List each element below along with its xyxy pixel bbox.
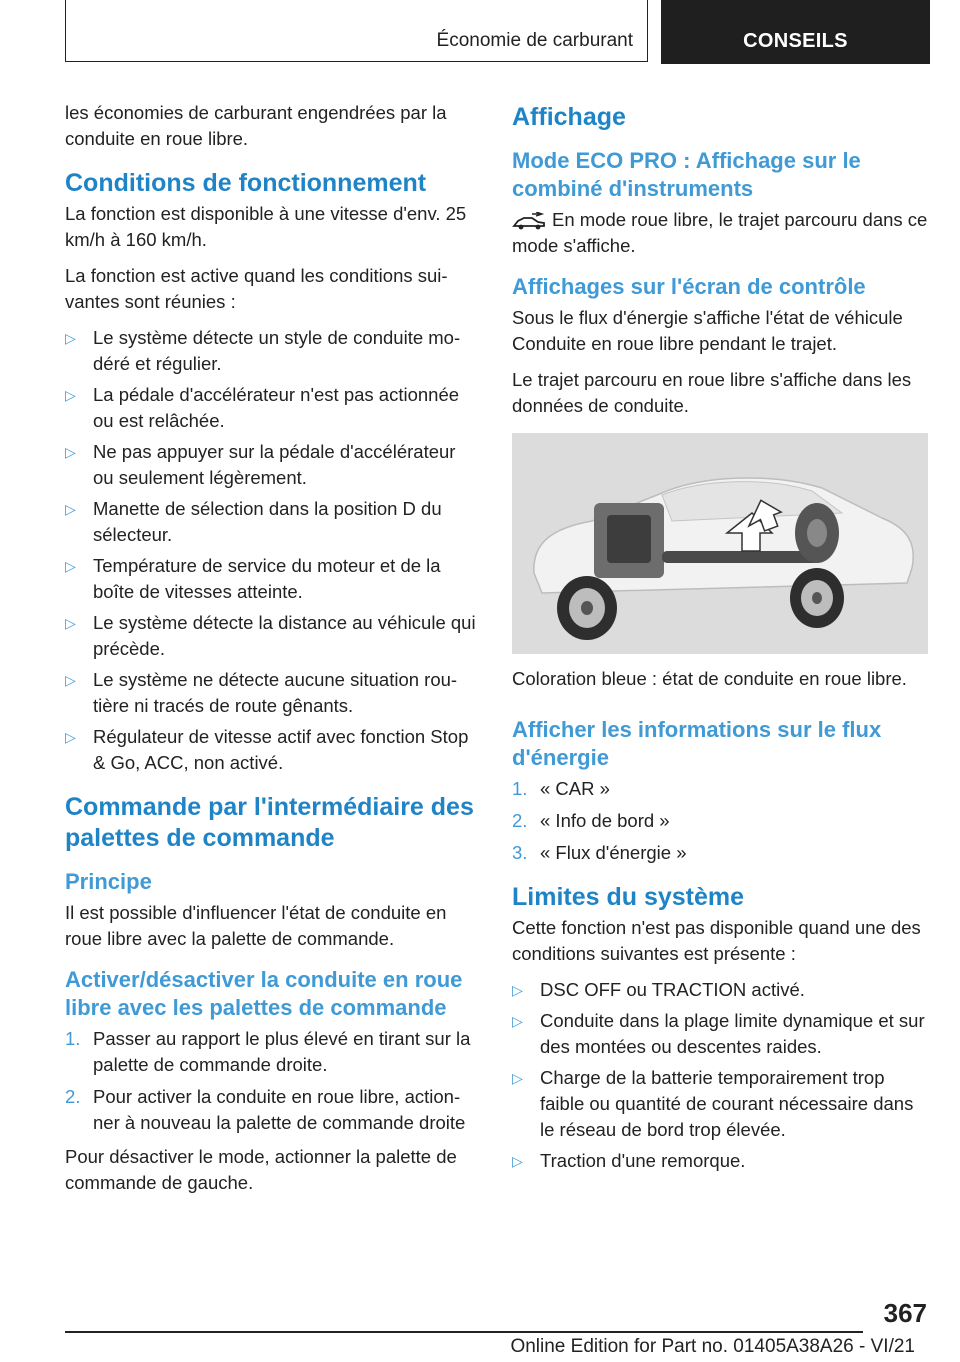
- list-item: ▷ DSC OFF ou TRACTION activé.: [512, 977, 928, 1003]
- coasting-car-icon: [512, 212, 546, 230]
- list-item: ▷ Le système détecte la distance au véhicule qui précède.: [65, 612, 476, 659]
- figure-caption: Coloration bleue : état de conduite en roue libre.: [512, 668, 907, 689]
- car-illustration-svg: [512, 433, 928, 654]
- step-number: 1.: [512, 778, 528, 799]
- list-item: 3. « Flux d'énergie »: [512, 840, 928, 866]
- list-item: 1. « CAR »: [512, 776, 928, 802]
- conditions-list: [65, 325, 480, 776]
- affichage-heading: Affichage: [512, 103, 626, 131]
- principe-text: Il est possible d'influencer l'état de conduite en roue libre avec la palette de commande.: [65, 902, 447, 949]
- list-item: ▷ Manette de sélection dans la position D du sélecteur.: [65, 498, 442, 545]
- list-item: ▷ Le système ne détecte aucune situation routière ni tracés de route gênants.: [65, 669, 458, 716]
- flux-heading: Afficher les informations sur le flux d'énergie: [512, 717, 882, 770]
- section-title: Économie de carburant: [436, 30, 633, 51]
- bullet-triangle-icon: ▷: [65, 330, 76, 346]
- list-item: 2. « Info de bord »: [512, 808, 928, 834]
- step-number: 2.: [65, 1086, 81, 1107]
- conditions-intro-text: La fonction est active quand les conditions suivantes sont réunies :: [65, 265, 448, 312]
- page-number: 367: [883, 1298, 927, 1328]
- bullet-triangle-icon: ▷: [65, 615, 76, 631]
- conditions-heading: Conditions de fonctionnement: [65, 169, 427, 197]
- list-item: ▷ Ne pas appuyer sur la pédale d'accélérateur ou seulement légèrement.: [65, 441, 456, 488]
- car-drivetrain-illustration: [512, 433, 928, 654]
- step-number: 3.: [512, 842, 528, 863]
- step-number: 2.: [512, 810, 528, 831]
- limites-heading: Limites du système: [512, 883, 745, 911]
- bullet-triangle-icon: ▷: [512, 1013, 523, 1029]
- list-item: 2. Pour activer la conduite en roue libre, actionner à nouveau la palette de commande droite: [65, 1086, 466, 1133]
- bullet-triangle-icon: ▷: [512, 1070, 523, 1086]
- limites-list: [512, 977, 928, 1174]
- list-item: ▷ Température de service du moteur et de la boîte de vitesses atteinte.: [65, 555, 441, 602]
- bullet-triangle-icon: ▷: [65, 672, 76, 688]
- activer-heading: Activer/désactiver la conduite en roue libre avec les palettes de commande: [65, 967, 463, 1020]
- edition-text: Online Edition for Part no. 01405A38A26 - VI/21: [510, 1336, 915, 1357]
- bullet-triangle-icon: ▷: [65, 387, 76, 403]
- list-item: ▷ Le système détecte un style de conduite modéré et régulier.: [65, 327, 461, 374]
- list-item: ▷ Charge de la batterie temporairement trop faible ou quantité de courant nécessaire dans le réseau de bord trop élevée.: [512, 1067, 914, 1140]
- eco-pro-text: En mode roue libre, le trajet parcouru dans ce mode s'affiche.: [512, 209, 928, 256]
- bullet-triangle-icon: ▷: [65, 558, 76, 574]
- chapter-title: CONSEILS: [743, 30, 848, 52]
- ecran-text-2: Le trajet parcouru en roue libre s'affiche dans les données de conduite.: [512, 369, 912, 416]
- activer-steps: [65, 1026, 480, 1136]
- desactiver-text: Pour désactiver le mode, actionner la palette de commande de gauche.: [65, 1146, 457, 1193]
- list-item: 1. Passer au rapport le plus élevé en tirant sur la palette de commande droite.: [65, 1028, 471, 1075]
- commande-heading: Commande par l'intermédiaire des palettes de commande: [65, 793, 474, 852]
- conditions-speed-text: La fonction est disponible à une vitesse d'env. 25 km/h à 160 km/h.: [65, 203, 467, 250]
- bullet-triangle-icon: ▷: [65, 729, 76, 745]
- bullet-triangle-icon: ▷: [512, 1153, 523, 1169]
- bullet-triangle-icon: ▷: [65, 501, 76, 517]
- list-item: ▷ Traction d'une remorque.: [512, 1148, 928, 1174]
- list-item: ▷ Conduite dans la plage limite dynamique et sur des montées ou descentes raides.: [512, 1010, 925, 1057]
- intro-text: les économies de carburant engendrées par la conduite en roue libre.: [65, 102, 447, 149]
- limites-text: Cette fonction n'est pas disponible quand une des conditions suivantes est présente :: [512, 917, 921, 964]
- bullet-triangle-icon: ▷: [65, 444, 76, 460]
- list-item: ▷ Régulateur de vitesse actif avec fonction Stop & Go, ACC, non activé.: [65, 726, 469, 773]
- ecran-text-1: Sous le flux d'énergie s'affiche l'état de véhicule Conduite en roue libre pendant le trajet.: [512, 307, 903, 354]
- principe-heading: Principe: [65, 869, 152, 894]
- step-number: 1.: [65, 1028, 81, 1049]
- list-item: ▷ La pédale d'accélérateur n'est pas actionnée ou est relâchée.: [65, 384, 460, 431]
- bullet-triangle-icon: ▷: [512, 982, 523, 998]
- flux-steps: [512, 776, 928, 866]
- section-tab: [65, 0, 648, 62]
- footer-divider: [65, 1331, 863, 1333]
- ecran-heading: Affichages sur l'écran de contrôle: [512, 274, 866, 299]
- left-column: [65, 100, 480, 1206]
- chapter-tab: [661, 0, 930, 64]
- right-column: [512, 100, 928, 1182]
- page-header: [65, 0, 930, 64]
- eco-pro-heading: Mode ECO PRO : Affichage sur le combiné d'instruments: [512, 148, 861, 201]
